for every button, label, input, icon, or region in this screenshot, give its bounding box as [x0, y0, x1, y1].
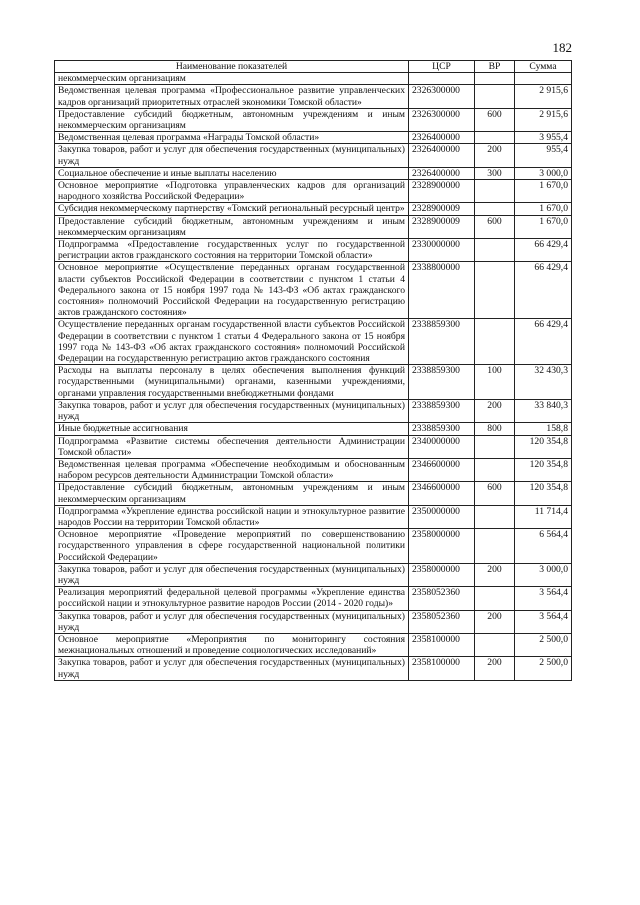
table-row	[55, 215, 572, 238]
cell-vr	[475, 435, 515, 458]
table-row	[55, 657, 572, 680]
cell-csr: 2326300000	[409, 85, 475, 108]
header-sum: Сумма	[515, 61, 572, 73]
cell-name: Социальное обеспечение и иные выплаты населению	[55, 167, 409, 179]
cell-name: Субсидия некоммерческому партнерству «Томский региональный ресурсный центр»	[55, 203, 409, 215]
cell-name: Подпрограмма «Предоставление государственных услуг по государственной регистрации актов гражданского состояния на территории Томской области»	[55, 239, 409, 262]
cell-vr	[475, 203, 515, 215]
table-body	[55, 73, 572, 681]
cell-name: Закупка товаров, работ и услуг для обеспечения государственных (муниципальных) нужд	[55, 399, 409, 422]
cell-name: Подпрограмма «Укрепление единства российской нации и этнокультурное развитие народов России на территории Томской области»	[55, 505, 409, 528]
cell-csr: 2326400000	[409, 132, 475, 144]
table-row	[55, 610, 572, 633]
table-row	[55, 132, 572, 144]
cell-vr	[475, 587, 515, 610]
cell-csr: 2346600000	[409, 458, 475, 481]
cell-vr	[475, 505, 515, 528]
cell-csr: 2326400000	[409, 167, 475, 179]
cell-vr	[475, 529, 515, 564]
table-header-row	[55, 61, 572, 73]
cell-csr: 2358100000	[409, 657, 475, 680]
cell-vr: 600	[475, 108, 515, 131]
cell-csr: 2358100000	[409, 633, 475, 656]
cell-vr	[475, 458, 515, 481]
cell-csr: 2338859300	[409, 319, 475, 365]
table-row	[55, 144, 572, 167]
cell-vr	[475, 633, 515, 656]
header-csr: ЦСР	[409, 61, 475, 73]
cell-vr: 200	[475, 144, 515, 167]
header-vr: ВР	[475, 61, 515, 73]
cell-csr: 2358000000	[409, 529, 475, 564]
cell-sum: 2 915,6	[515, 108, 572, 131]
cell-vr	[475, 239, 515, 262]
cell-vr: 200	[475, 399, 515, 422]
cell-vr: 200	[475, 563, 515, 586]
cell-sum: 32 430,3	[515, 365, 572, 400]
cell-sum: 11 714,4	[515, 505, 572, 528]
table-row	[55, 85, 572, 108]
cell-csr: 2330000000	[409, 239, 475, 262]
cell-csr: 2326300000	[409, 108, 475, 131]
cell-sum: 2 915,6	[515, 85, 572, 108]
cell-vr: 100	[475, 365, 515, 400]
cell-vr	[475, 180, 515, 203]
cell-csr: 2328900000	[409, 180, 475, 203]
cell-name: Закупка товаров, работ и услуг для обеспечения государственных (муниципальных) нужд	[55, 563, 409, 586]
cell-sum: 158,8	[515, 423, 572, 435]
cell-sum: 66 429,4	[515, 262, 572, 319]
cell-sum: 955,4	[515, 144, 572, 167]
cell-csr: 2358052360	[409, 587, 475, 610]
cell-name: Предоставление субсидий бюджетным, автономным учреждениям и иным некоммерческим организациям	[55, 482, 409, 505]
table-row	[55, 482, 572, 505]
cell-name: Закупка товаров, работ и услуг для обеспечения государственных (муниципальных) нужд	[55, 610, 409, 633]
cell-vr: 800	[475, 423, 515, 435]
cell-vr: 300	[475, 167, 515, 179]
cell-sum: 2 500,0	[515, 633, 572, 656]
cell-name: Основное мероприятие «Мероприятия по мониторингу состояния межнациональных отношений и проведение социологических исследований»	[55, 633, 409, 656]
cell-vr	[475, 132, 515, 144]
cell-name: Ведомственная целевая программа «Профессиональное развитие управленческих кадров организаций приоритетных отраслей экономики Томской области»	[55, 85, 409, 108]
cell-name: Реализация мероприятий федеральной целевой программы «Укрепление единства российской нации и этнокультурное развитие народов России (2014 - 2020 годы)»	[55, 587, 409, 610]
cell-name: Основное мероприятие «Осуществление переданных органам государственной власти субъектов Российской Федерации в соответствии с пунктом 1 статьи 4 Федерального закона от 15 ноября 1997 года № 143-ФЗ «Об актах гражданского состояния» полномочий Российской Федерации на государственную регистрацию актов гражданского состояния»	[55, 262, 409, 319]
cell-csr: 2328900009	[409, 203, 475, 215]
table-row	[55, 108, 572, 131]
table-row	[55, 180, 572, 203]
cell-name: Предоставление субсидий бюджетным, автономным учреждениям и иным некоммерческим организациям	[55, 215, 409, 238]
cell-csr: 2328900009	[409, 215, 475, 238]
cell-vr	[475, 85, 515, 108]
cell-name: Закупка товаров, работ и услуг для обеспечения государственных (муниципальных) нужд	[55, 657, 409, 680]
cell-name: Ведомственная целевая программа «Обеспечение необходимым и обоснованным набором ресурсов деятельности Администрации Томской области»	[55, 458, 409, 481]
table-row	[55, 262, 572, 319]
cell-csr: 2358052360	[409, 610, 475, 633]
table-row	[55, 529, 572, 564]
cell-sum: 120 354,8	[515, 435, 572, 458]
cell-sum	[515, 73, 572, 85]
table-row	[55, 633, 572, 656]
cell-name: Расходы на выплаты персоналу в целях обеспечения выполнения функций государственными (муниципальными) органами, казенными учреждениями, органами управления государственными внебюджетными фондами	[55, 365, 409, 400]
cell-csr: 2338859300	[409, 399, 475, 422]
table-row	[55, 587, 572, 610]
cell-sum: 2 500,0	[515, 657, 572, 680]
cell-sum: 3 955,4	[515, 132, 572, 144]
page-number: 182	[552, 40, 572, 55]
cell-sum: 1 670,0	[515, 215, 572, 238]
cell-csr: 2350000000	[409, 505, 475, 528]
table-row	[55, 399, 572, 422]
cell-name: Основное мероприятие «Проведение мероприятий по совершенствованию государственного управления в сфере государственной национальной политики Российской Федерации»	[55, 529, 409, 564]
table-row	[55, 239, 572, 262]
cell-vr: 600	[475, 215, 515, 238]
table-row	[55, 458, 572, 481]
cell-vr: 600	[475, 482, 515, 505]
cell-vr	[475, 73, 515, 85]
table-row	[55, 73, 572, 85]
cell-sum: 3 564,4	[515, 610, 572, 633]
cell-csr: 2338859300	[409, 365, 475, 400]
cell-sum: 1 670,0	[515, 180, 572, 203]
cell-csr: 2326400000	[409, 144, 475, 167]
header-name: Наименование показателей	[55, 61, 409, 73]
cell-sum: 6 564,4	[515, 529, 572, 564]
cell-sum: 3 564,4	[515, 587, 572, 610]
cell-name: Иные бюджетные ассигнования	[55, 423, 409, 435]
cell-name: Осуществление переданных органам государственной власти субъектов Российской Федерации в соответствии с пунктом 1 статьи 4 Федерального закона от 15 ноября 1997 года № 143-ФЗ «Об актах гражданского состояния» полномочий Российской Федерации на государственную регистрацию актов гражданского состояния	[55, 319, 409, 365]
cell-name: Закупка товаров, работ и услуг для обеспечения государственных (муниципальных) нужд	[55, 144, 409, 167]
table-row	[55, 365, 572, 400]
cell-name: Ведомственная целевая программа «Награды Томской области»	[55, 132, 409, 144]
table-row	[55, 319, 572, 365]
cell-sum: 3 000,0	[515, 563, 572, 586]
cell-csr: 2338859300	[409, 423, 475, 435]
cell-vr	[475, 262, 515, 319]
cell-vr: 200	[475, 657, 515, 680]
cell-sum: 1 670,0	[515, 203, 572, 215]
cell-csr: 2346600000	[409, 482, 475, 505]
table-row	[55, 505, 572, 528]
table-row	[55, 435, 572, 458]
budget-table	[54, 60, 572, 681]
table-row	[55, 423, 572, 435]
table-row	[55, 563, 572, 586]
cell-csr	[409, 73, 475, 85]
cell-csr: 2340000000	[409, 435, 475, 458]
cell-vr	[475, 319, 515, 365]
cell-sum: 3 000,0	[515, 167, 572, 179]
cell-name: некоммерческим организациям	[55, 73, 409, 85]
cell-sum: 66 429,4	[515, 239, 572, 262]
table-row	[55, 203, 572, 215]
cell-sum: 66 429,4	[515, 319, 572, 365]
cell-name: Предоставление субсидий бюджетным, автономным учреждениям и иным некоммерческим организациям	[55, 108, 409, 131]
cell-vr: 200	[475, 610, 515, 633]
cell-name: Подпрограмма «Развитие системы обеспечения деятельности Администрации Томской области»	[55, 435, 409, 458]
cell-csr: 2338800000	[409, 262, 475, 319]
cell-csr: 2358000000	[409, 563, 475, 586]
cell-name: Основное мероприятие «Подготовка управленческих кадров для организаций народного хозяйства Российской Федерации»	[55, 180, 409, 203]
cell-sum: 120 354,8	[515, 482, 572, 505]
cell-sum: 120 354,8	[515, 458, 572, 481]
table-row	[55, 167, 572, 179]
cell-sum: 33 840,3	[515, 399, 572, 422]
